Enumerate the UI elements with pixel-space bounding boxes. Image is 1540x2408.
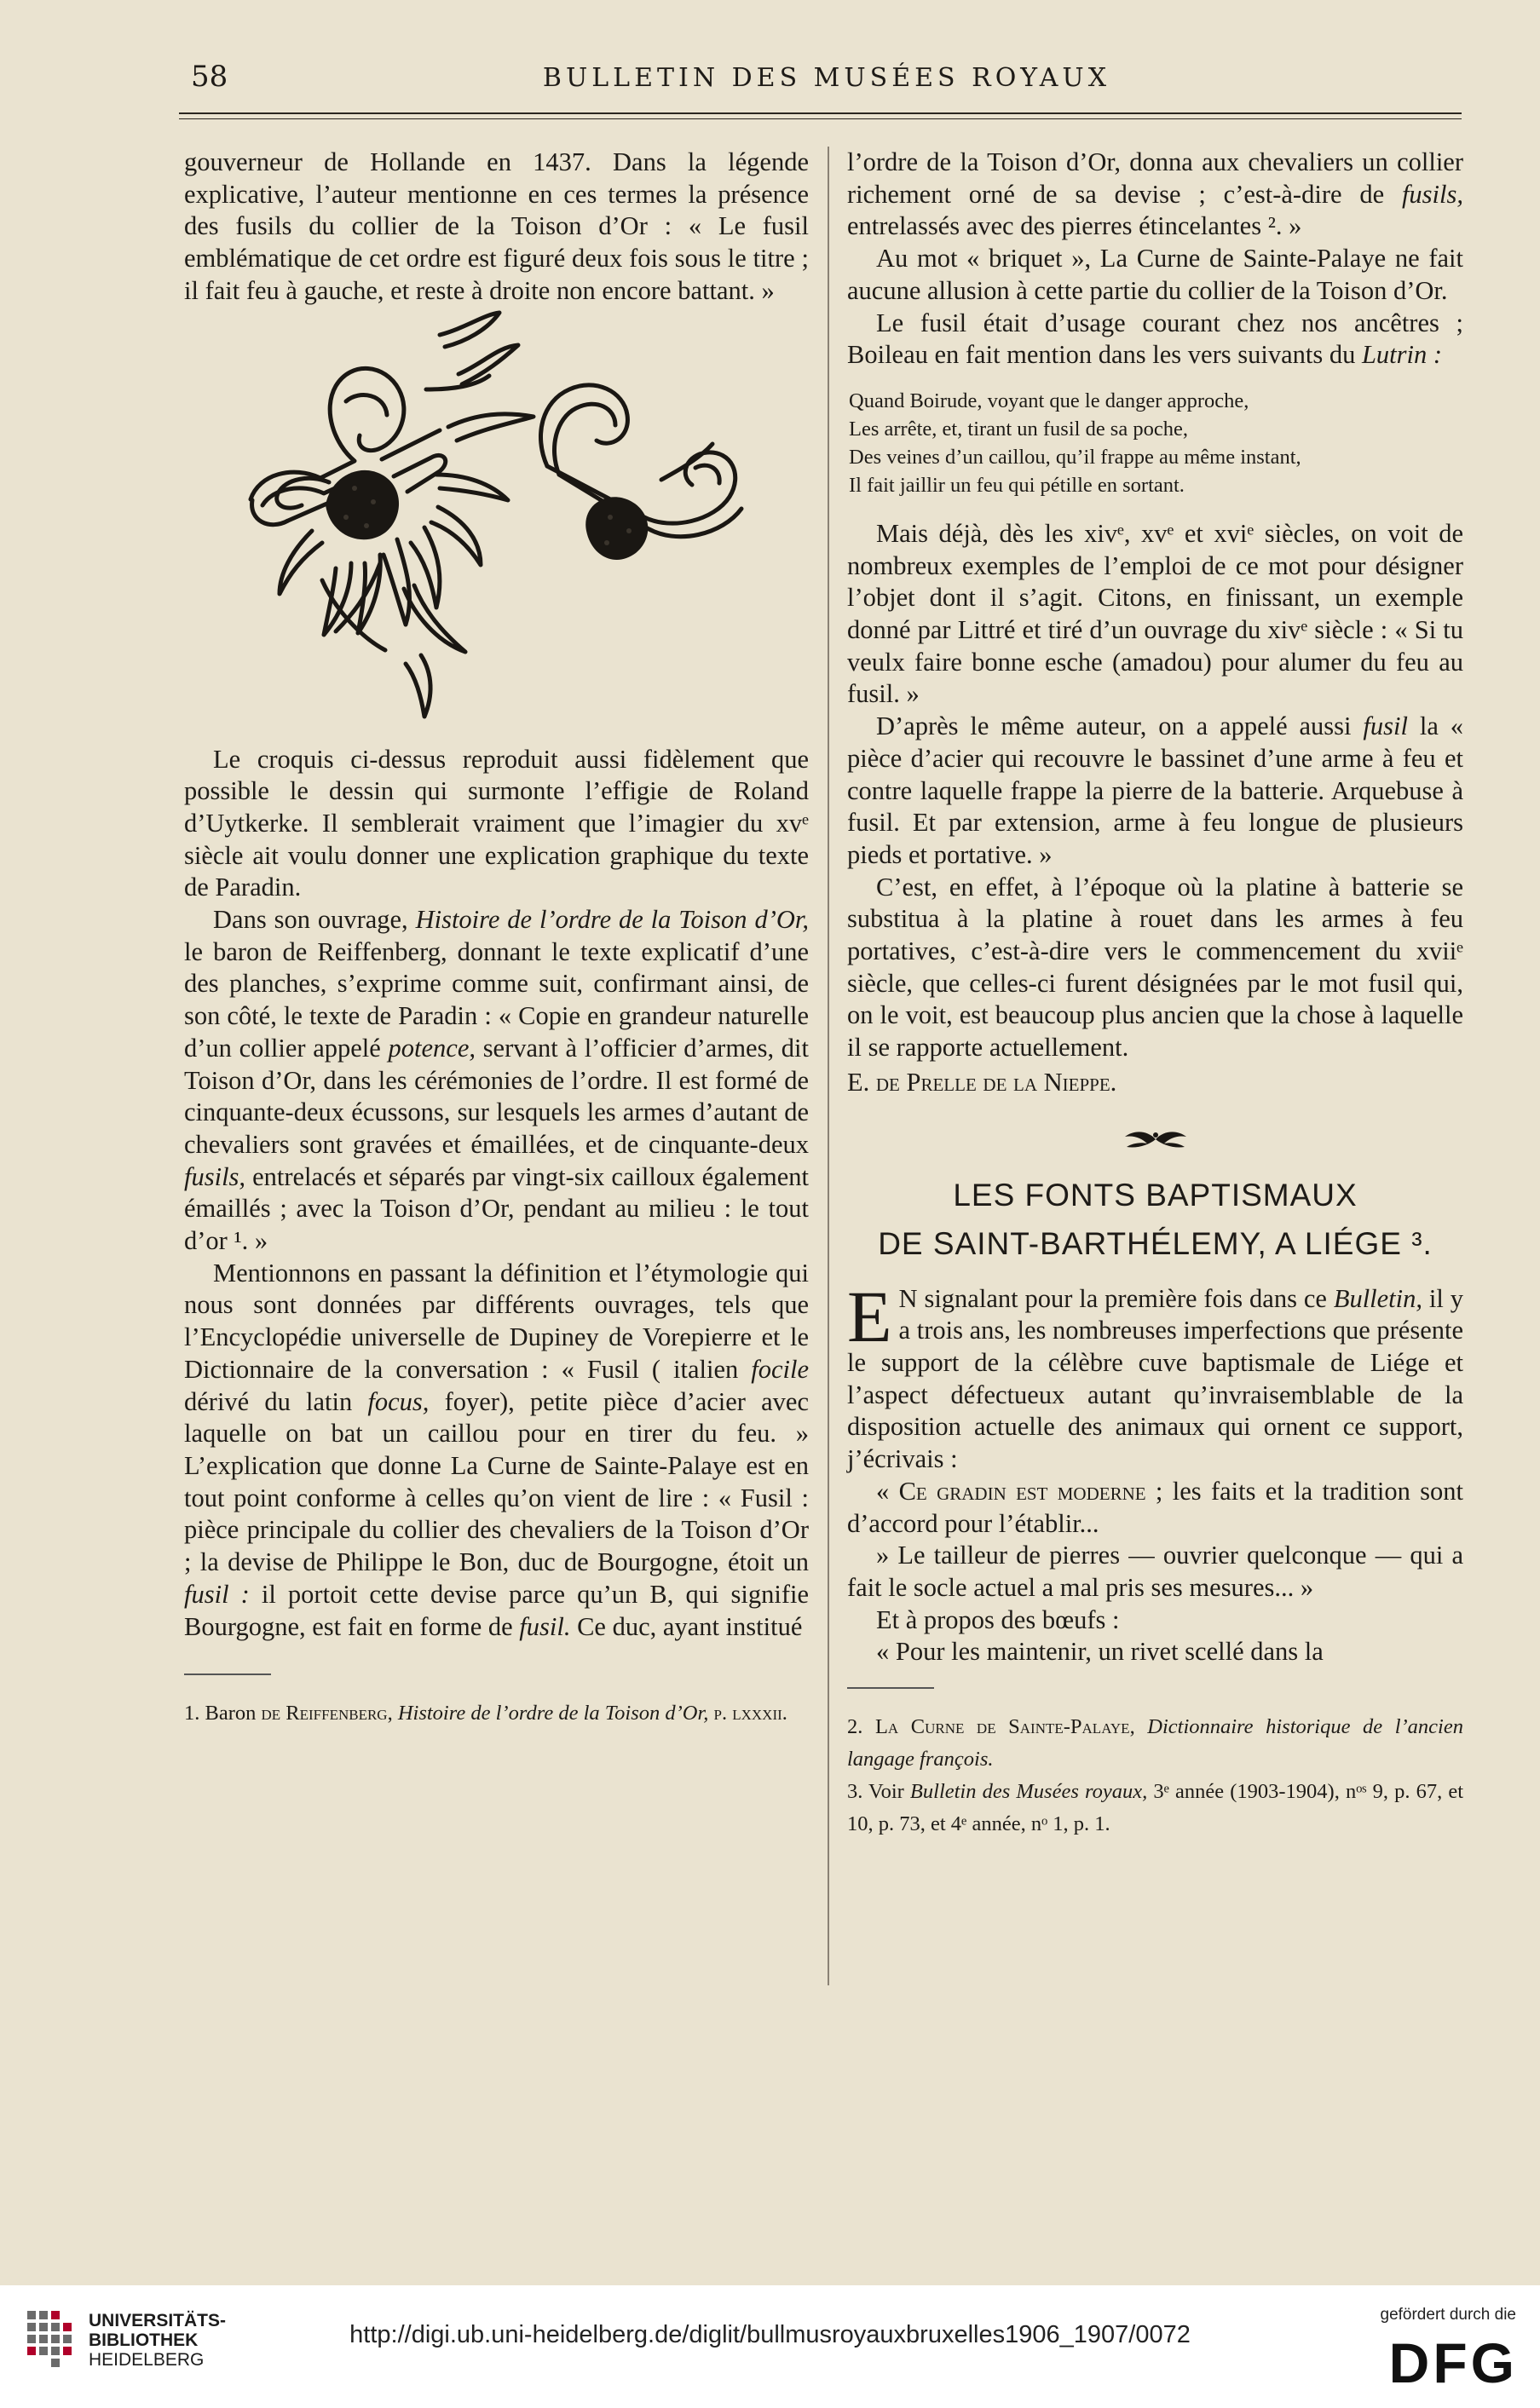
digitization-footer [0,2285,1540,2408]
verse-line: Il fait jaillir un feu qui pétille en sortant. [849,473,1185,497]
paragraph: Mais déjà, dès les xivᵉ, xvᵉ et xviᵉ siècles, on voit de nombreux exemples de l’emploi de ce mot pour désigner l’objet dont il s’agit. Citons, en finissant, un exemple donné par Littré et tiré d’un ouvrage du xivᵉ siècle : « Si tu veulx faire bonne esche (amadou) pour alumer du feu au fusil. » [847,518,1463,709]
paragraph: « Ce gradin est moderne ; les faits et la tradition sont d’accord pour l’établir... [847,1476,1464,1538]
paragraph: Dans son ouvrage, Histoire de l’ordre de la Toison d’Or, le baron de Reiffenberg, donnant le texte explicatif d’une des planches, s’exprime comme suit, confirmant ainsi, de son côté, le texte de Paradin : « Copie en grandeur naturelle d’un collier appelé potence, servant à l’officier d’armes, dit Toison d’Or, dans les cérémonies de l’ordre. Il est formé de cinquante-deux écussons, sur lesquels les armes d’autant de chevaliers sont gravées et émaillées, et de cinquante-deux fusils, entrelacés et séparés par vingt-six cailloux également émaillés ; avec la Toison d’Or, pendant au milieu : le tout d’or ¹. » [184,905,809,1256]
verse-line: Quand Boirude, voyant que le danger approche, [849,389,1249,412]
column-divider [828,147,829,1985]
footnote-rule [184,1674,271,1675]
paragraph: l’ordre de la Toison d’Or, donna aux chevaliers un collier richement orné de sa devise ; c’est-à-dire de fusils, entrelassés avec des pierres étincelantes ². » [847,147,1463,241]
paragraph: gouverneur de Hollande en 1437. Dans la légende explicative, l’auteur mentionne en ces termes la présence des fusils du collier de la Toison d’Or : « Le fusil emblématique de cet ordre est figuré deux fois sous le titre ; il fait feu à gauche, et reste à droite non encore battant. » [184,147,809,305]
article-title-line: LES FONTS BAPTISMAUX [953,1177,1358,1213]
paragraph: C’est, en effet, à l’époque où la platine à batterie se substitua à la platine à rouet dans les armes à feu portatives, c’est-à-dire vers le commencement du xviiᵉ siècle, que celles-ci furent désignées par le mot fusil qui, on le voit, est beaucoup plus ancien que la chose à laquelle il se rapporte actuellement. [847,872,1463,1063]
left-column [184,147,809,1730]
verse-line: Des veines d’un caillou, qu’il frappe au même instant, [849,445,1301,469]
ornament-icon [1122,1128,1190,1150]
header-rule-top [179,112,1462,114]
footnote-3: 3. Voir Bulletin des Musées royaux, 3ᵉ année (1903-1904), nᵒˢ 9, p. 67, et 10, p. 73, et 4ᵉ année, nᵒ 1, p. 1. [847,1780,1463,1836]
article-title-line: DE SAINT-BARTHÉLEMY, A LIÉGE ³. [878,1225,1433,1261]
running-head [191,60,1462,102]
paragraph: Au mot « briquet », La Curne de Sainte-Palaye ne fait aucune allusion à cette partie du collier de la Toison d’Or. [847,244,1463,305]
fusil-collar-illustration [184,308,809,744]
header-rule-bottom [179,118,1462,119]
verse-line: Les arrête, et, tirant un fusil de sa poche, [849,417,1188,441]
article-title [847,1171,1463,1268]
right-column [847,147,1463,1841]
footnote-rule [847,1687,934,1689]
university-library-name: UNIVERSITÄTS- BIBLIOTHEK HEIDELBERG [89,2311,227,2370]
paragraph: D’après le même auteur, on a appelé aussi fusil la « pièce d’acier qui recouvre le bassinet d’une arme à feu et contre laquelle frappe la pierre de la batterie. Arquebuse à fusil. Et par extension, arme à feu longue de plusieurs pieds et portative. » [847,711,1463,869]
paragraph: Le fusil était d’usage courant chez nos ancêtres ; Boileau en fait mention dans les vers suivants du Lutrin : [847,308,1463,370]
paragraph: « Pour les maintenir, un rivet scellé dans la [876,1637,1324,1667]
page-number: 58 [191,60,228,94]
paragraph: Le croquis ci-dessus reproduit aussi fidèlement que possible le dessin qui surmonte l’effigie de Roland d’Uytkerke. Il semblerait vraiment que l’imagier du xvᵉ siècle ait voulu donner une explication graphique du texte de Paradin. [184,744,809,902]
verse-quotation [849,387,1463,499]
dfg-logo: DFG [1388,2331,1518,2394]
footnote-1: 1. Baron de Reiffenberg, Histoire de l’ordre de la Toison d’Or, p. lxxxii. [184,1702,787,1725]
funding-caption: gefördert durch die [1380,2306,1516,2324]
permalink-url[interactable]: http://digi.ub.uni-heidelberg.de/diglit/bullmusroyauxbruxelles1906_1907/0072 [349,2321,1191,2348]
running-title: BULLETIN DES MUSÉES ROYAUX [542,63,1111,93]
paragraph: » Le tailleur de pierres — ouvrier quelconque — qui a fait le socle actuel a mal pris ses mesures... » [847,1541,1463,1602]
paragraph: Et à propos des bœufs : [876,1604,1120,1634]
author-signature: E. de Prelle de la Nieppe. [847,1067,1117,1097]
drop-cap: E [847,1275,892,1357]
paragraph: E N signalant pour la première fois dans ce Bulletin, il y a trois ans, les nombreuses imperfections que présente le support de la célèbre cuve baptismale de Liége et l’aspect défectueux autant qu’invraisemblable de la disposition actuelle des animaux qui ornent ce support, j’écrivais : [847,1275,1463,1474]
paragraph: Mentionnons en passant la définition et l’étymologie qui nous sont données par différents ouvrages, tels que l’Encyclopédie universelle de Dupiney de Vorepierre et le Dictionnaire de la conversation : « Fusil ( italien focile dérivé du latin focus, foyer), petite pièce d’acier avec laquelle on bat un caillou pour en tirer du feu. » L’explication que donne La Curne de Sainte-Palaye est en tout point conforme à celles qu’on vient de lire : « Fusil : pièce principale du collier des chevaliers de la Toison d’Or ; la devise de Philippe le Bon, duc de Bourgogne, étoit un fusil : il portoit cette devise parce qu’un B, qui signifie Bourgogne, est fait en forme de fusil. Ce duc, ayant institué [184,1258,809,1641]
footnote-2: 2. La Curne de Sainte-Palaye, Dictionnaire historique de l’ancien langage françois. [847,1715,1463,1771]
